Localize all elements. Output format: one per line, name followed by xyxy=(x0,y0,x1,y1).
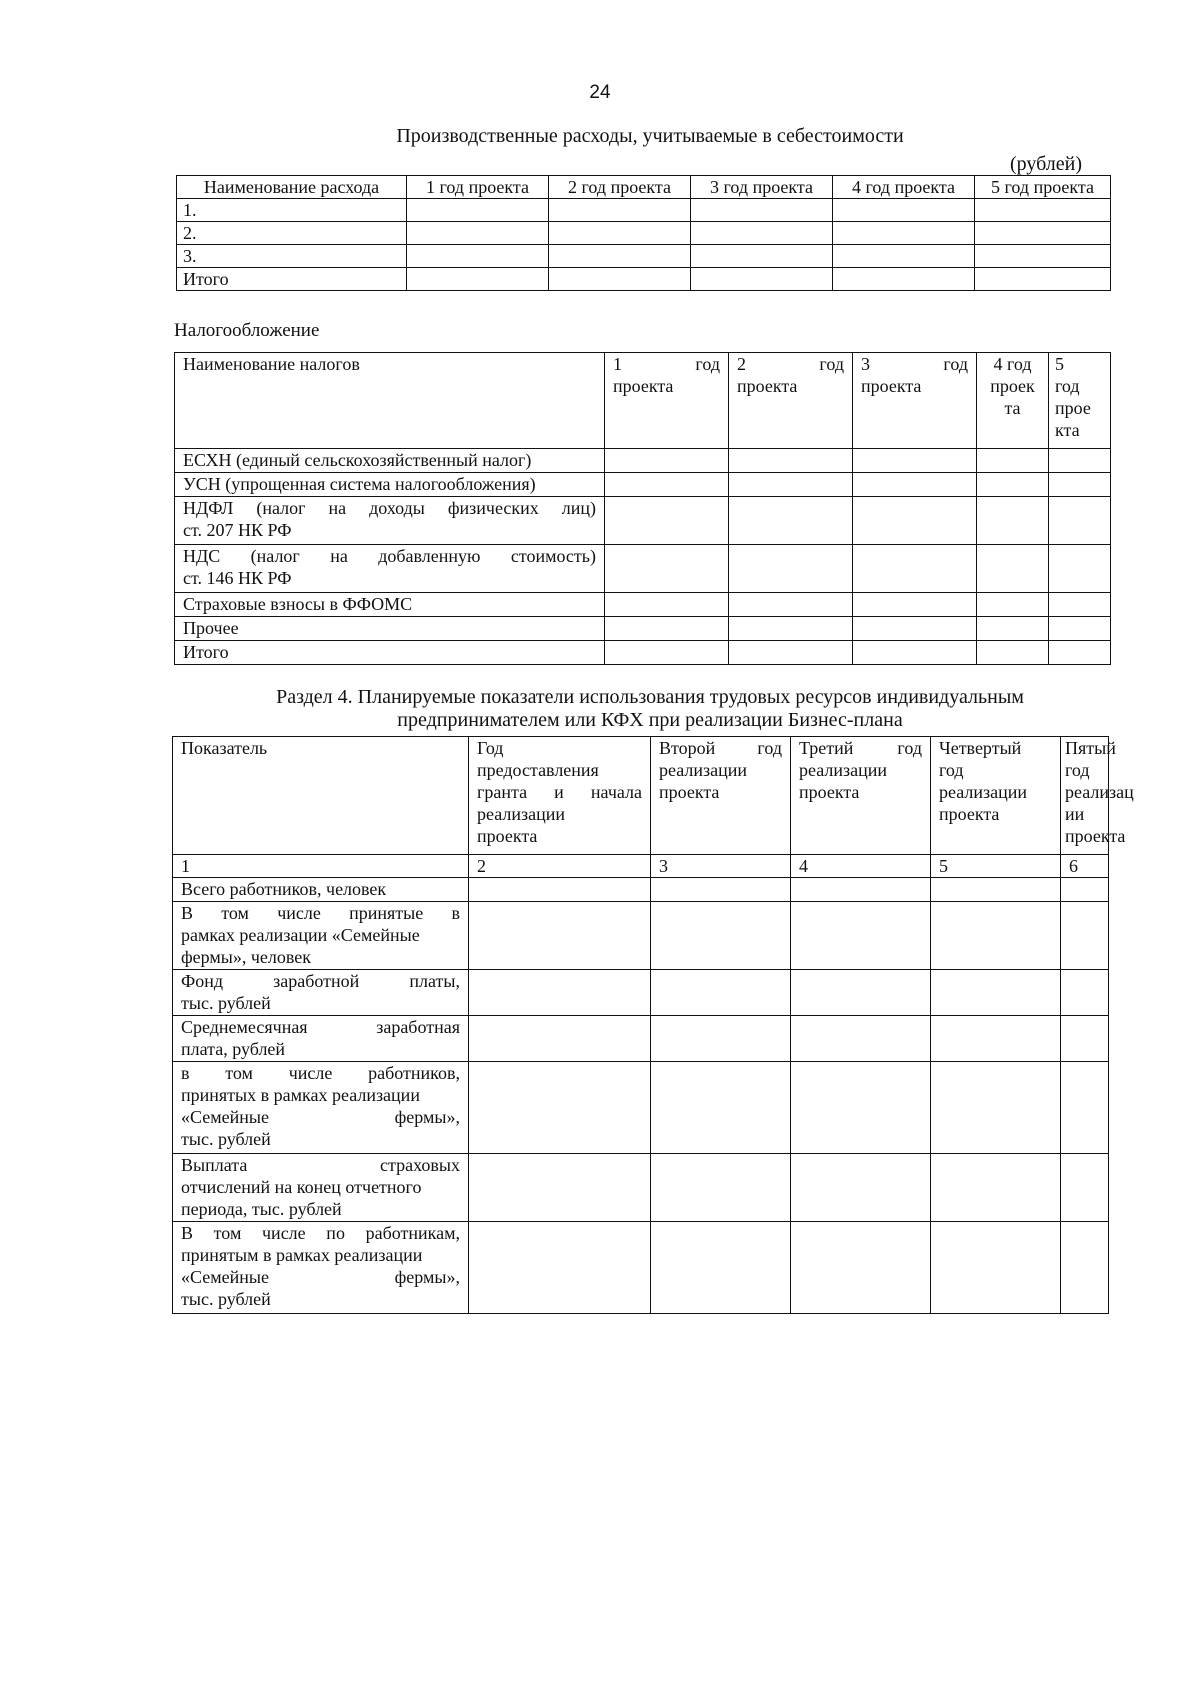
table-cell[interactable] xyxy=(977,473,1049,497)
taxes-header-row xyxy=(175,353,1111,449)
table-row xyxy=(173,902,1109,970)
table-row xyxy=(177,268,1111,291)
table-cell[interactable] xyxy=(791,1222,931,1314)
table-cell[interactable] xyxy=(605,641,729,665)
table-cell[interactable] xyxy=(407,199,549,222)
header-year-number: 2 xyxy=(737,354,746,374)
header-line: Второй год xyxy=(659,738,782,758)
expenses-header-year-3: 3 год проекта xyxy=(691,176,833,199)
table-cell[interactable] xyxy=(469,902,651,970)
table-cell[interactable] xyxy=(1061,970,1109,1016)
tax-name-line: ст. 146 НК РФ xyxy=(183,568,292,588)
column-number: 5 xyxy=(931,855,1061,878)
column-number: 1 xyxy=(173,855,469,878)
table-cell[interactable] xyxy=(651,1222,791,1314)
table-cell[interactable] xyxy=(729,449,853,473)
table-cell[interactable] xyxy=(977,497,1049,545)
expenses-row-label: 3. xyxy=(177,245,407,268)
header-line: та xyxy=(1004,398,1021,418)
table-cell[interactable] xyxy=(651,1016,791,1062)
table-row xyxy=(175,617,1111,641)
indicator-line: «Семейные фермы», xyxy=(181,1107,460,1127)
table-cell[interactable] xyxy=(977,449,1049,473)
expenses-header-year-1: 1 год проекта xyxy=(407,176,549,199)
header-line: проек xyxy=(990,376,1035,396)
table-cell[interactable] xyxy=(651,1154,791,1222)
labor-header-year-2 xyxy=(651,737,791,855)
table-cell[interactable] xyxy=(853,641,977,665)
header-line: реализац xyxy=(1065,782,1134,802)
table-cell[interactable] xyxy=(1061,902,1109,970)
table-cell[interactable] xyxy=(651,1062,791,1154)
column-number: 6 xyxy=(1061,855,1109,878)
table-cell[interactable] xyxy=(605,449,729,473)
indicator-line: тыс. рублей xyxy=(181,993,271,1013)
indicator-line: в том числе работников, xyxy=(181,1063,460,1083)
table-cell[interactable] xyxy=(931,1154,1061,1222)
taxes-header-year-5 xyxy=(1049,353,1111,449)
taxes-header-year-4 xyxy=(977,353,1049,449)
table-cell[interactable] xyxy=(791,878,931,902)
indicator-name xyxy=(173,1062,469,1154)
table-cell[interactable] xyxy=(931,1016,1061,1062)
expenses-header-year-4: 4 год проекта xyxy=(833,176,975,199)
labor-table xyxy=(172,736,1134,1314)
indicator-line: рамках реализации «Семейные xyxy=(181,925,420,945)
expenses-table xyxy=(176,175,1111,291)
indicator-line: тыс. рублей xyxy=(181,1129,271,1149)
indicator-line: В том числе принятые в xyxy=(181,903,460,923)
column-number: 2 xyxy=(469,855,651,878)
expenses-header-row xyxy=(177,176,1111,199)
table-row xyxy=(175,473,1111,497)
labor-header-year-5 xyxy=(1061,737,1134,855)
table-cell[interactable] xyxy=(1049,497,1111,545)
table-cell[interactable] xyxy=(469,1016,651,1062)
table-cell[interactable] xyxy=(975,245,1111,268)
table-cell[interactable] xyxy=(975,268,1111,291)
table-cell[interactable] xyxy=(791,902,931,970)
table-row xyxy=(173,878,1109,902)
table-cell[interactable] xyxy=(407,222,549,245)
header-line: Четвертый xyxy=(939,738,1022,758)
table-cell[interactable] xyxy=(1049,593,1111,617)
table-cell[interactable] xyxy=(605,497,729,545)
indicator-name xyxy=(173,902,469,970)
table-cell[interactable] xyxy=(833,222,975,245)
taxes-header-year-2 xyxy=(729,353,853,449)
header-year-rest: проекта xyxy=(861,376,922,396)
indicator-line: отчислений на конец отчетного xyxy=(181,1177,422,1197)
header-year-word: год xyxy=(695,354,720,374)
table-cell[interactable] xyxy=(549,268,691,291)
table-row xyxy=(173,1062,1109,1154)
header-line: реализации xyxy=(799,760,887,780)
header-line: проекта xyxy=(477,826,538,846)
table-cell[interactable] xyxy=(977,545,1049,593)
table-row xyxy=(175,545,1111,593)
table-cell[interactable] xyxy=(791,1154,931,1222)
table-cell[interactable] xyxy=(605,593,729,617)
expenses-header-year-5: 5 год проекта xyxy=(975,176,1111,199)
indicator-name xyxy=(173,1154,469,1222)
table-cell[interactable] xyxy=(1049,617,1111,641)
labor-header-row xyxy=(173,737,1109,855)
table-cell[interactable] xyxy=(469,1154,651,1222)
taxes-table xyxy=(174,352,1111,665)
header-line: прое xyxy=(1055,398,1091,418)
table-cell[interactable] xyxy=(931,878,1061,902)
indicator-line: «Семейные фермы», xyxy=(181,1267,460,1287)
table-cell[interactable] xyxy=(549,199,691,222)
tax-name-line: НДФЛ (налог на доходы физических лиц) xyxy=(183,498,596,518)
header-year-rest: проекта xyxy=(613,376,674,396)
indicator-line: Выплата страховых xyxy=(181,1155,460,1175)
table-cell[interactable] xyxy=(853,617,977,641)
table-cell[interactable] xyxy=(605,545,729,593)
page-number: 24 xyxy=(589,82,611,103)
table-row xyxy=(173,970,1109,1016)
labor-header-year-4 xyxy=(931,737,1061,855)
table-cell[interactable] xyxy=(931,970,1061,1016)
indicator-name xyxy=(173,970,469,1016)
table-cell[interactable] xyxy=(791,1062,931,1154)
header-line: год xyxy=(1065,760,1090,780)
table-cell[interactable] xyxy=(605,617,729,641)
header-line: Пятый xyxy=(1065,738,1116,758)
tax-name: Страховые взносы в ФФОМС xyxy=(175,593,605,617)
table-cell[interactable] xyxy=(469,970,651,1016)
header-line: реализации xyxy=(939,782,1027,802)
table-row xyxy=(177,222,1111,245)
table-cell[interactable] xyxy=(651,878,791,902)
expenses-row-label: 2. xyxy=(177,222,407,245)
table-cell[interactable] xyxy=(1049,449,1111,473)
table-row xyxy=(177,199,1111,222)
table-cell[interactable] xyxy=(791,970,931,1016)
table-cell[interactable] xyxy=(931,1222,1061,1314)
expenses-unit: (рублей) xyxy=(1010,153,1083,175)
header-line: проекта xyxy=(799,782,860,802)
labor-header-year-1 xyxy=(469,737,651,855)
tax-name: УСН (упрощенная система налогообложения) xyxy=(175,473,605,497)
column-number: 4 xyxy=(791,855,931,878)
labor-header-year-3 xyxy=(791,737,931,855)
table-cell[interactable] xyxy=(729,473,853,497)
expenses-header-name: Наименование расхода xyxy=(177,176,407,199)
table-cell[interactable] xyxy=(833,199,975,222)
table-cell[interactable] xyxy=(977,593,1049,617)
table-cell[interactable] xyxy=(975,222,1111,245)
table-cell[interactable] xyxy=(931,902,1061,970)
table-row xyxy=(173,1016,1109,1062)
table-cell[interactable] xyxy=(1061,1222,1109,1314)
table-cell[interactable] xyxy=(651,902,791,970)
header-line: Третий год xyxy=(799,738,922,758)
taxes-header-name: Наименование налогов xyxy=(175,353,605,449)
table-cell[interactable] xyxy=(729,497,853,545)
table-cell[interactable] xyxy=(1049,545,1111,593)
table-cell[interactable] xyxy=(975,199,1111,222)
table-cell[interactable] xyxy=(729,617,853,641)
header-line: кта xyxy=(1055,420,1080,440)
indicator-line: В том числе по работникам, xyxy=(181,1223,460,1243)
taxes-header-year-1 xyxy=(605,353,729,449)
table-cell[interactable] xyxy=(691,222,833,245)
table-row xyxy=(177,245,1111,268)
header-year-word: год xyxy=(943,354,968,374)
header-line: 4 год xyxy=(993,354,1032,374)
tax-name xyxy=(175,497,605,545)
table-cell[interactable] xyxy=(853,473,977,497)
header-line: предоставления xyxy=(477,760,599,780)
table-cell[interactable] xyxy=(853,545,977,593)
column-number: 3 xyxy=(651,855,791,878)
table-cell[interactable] xyxy=(1061,1062,1109,1154)
indicator-line: фермы», человек xyxy=(181,947,312,967)
table-cell[interactable] xyxy=(833,268,975,291)
table-cell[interactable] xyxy=(469,878,651,902)
table-row xyxy=(175,593,1111,617)
expenses-header-year-2: 2 год проекта xyxy=(549,176,691,199)
indicator-line: тыс. рублей xyxy=(181,1289,271,1309)
tax-name-line: НДС (налог на добавленную стоимость) xyxy=(183,546,596,566)
header-line: проекта xyxy=(659,782,720,802)
indicator-name: Всего работников, человек xyxy=(173,878,469,902)
table-cell[interactable] xyxy=(651,970,791,1016)
labor-title-line-1: Раздел 4. Планируемые показатели использования трудовых ресурсов индивидуальным xyxy=(276,686,1024,708)
table-row xyxy=(173,1154,1109,1222)
indicator-line: плата, рублей xyxy=(181,1039,286,1059)
header-line: проекта xyxy=(1065,826,1126,846)
table-cell[interactable] xyxy=(691,268,833,291)
table-cell[interactable] xyxy=(729,641,853,665)
table-row xyxy=(175,449,1111,473)
table-cell[interactable] xyxy=(833,245,975,268)
table-cell[interactable] xyxy=(853,449,977,473)
indicator-name xyxy=(173,1016,469,1062)
table-cell[interactable] xyxy=(931,1062,1061,1154)
tax-total-label: Итого xyxy=(175,641,605,665)
expenses-row-label: 1. xyxy=(177,199,407,222)
table-cell[interactable] xyxy=(407,268,549,291)
table-cell[interactable] xyxy=(691,199,833,222)
indicator-line: Среднемесячная заработная xyxy=(181,1017,460,1037)
table-cell[interactable] xyxy=(853,497,977,545)
indicator-line: периода, тыс. рублей xyxy=(181,1199,342,1219)
table-cell[interactable] xyxy=(469,1222,651,1314)
table-cell[interactable] xyxy=(691,245,833,268)
table-cell[interactable] xyxy=(1049,473,1111,497)
table-cell[interactable] xyxy=(1061,1016,1109,1062)
labor-header-indicator: Показатель xyxy=(173,737,469,855)
table-cell[interactable] xyxy=(407,245,549,268)
expenses-total-label: Итого xyxy=(177,268,407,291)
header-line: реализации xyxy=(659,760,747,780)
table-cell[interactable] xyxy=(549,245,691,268)
header-line: гранта и начала xyxy=(477,782,642,802)
tax-name xyxy=(175,545,605,593)
header-line: год xyxy=(1055,376,1080,396)
indicator-line: принятым в рамках реализации xyxy=(181,1245,423,1265)
tax-name: ЕСХН (единый сельскохозяйственный налог) xyxy=(175,449,605,473)
table-cell[interactable] xyxy=(1061,1154,1109,1222)
header-line: 5 xyxy=(1055,354,1064,374)
header-line: реализации xyxy=(477,804,565,824)
header-year-number: 3 xyxy=(861,354,870,374)
header-line: проекта xyxy=(939,804,1000,824)
table-cell[interactable] xyxy=(729,545,853,593)
tax-name: Прочее xyxy=(175,617,605,641)
tax-name-line: ст. 207 НК РФ xyxy=(183,520,292,540)
header-year-word: год xyxy=(819,354,844,374)
header-year-rest: проекта xyxy=(737,376,798,396)
table-row xyxy=(173,1222,1109,1314)
table-row xyxy=(175,641,1111,665)
table-cell[interactable] xyxy=(729,593,853,617)
labor-title-line-2: предпринимателем или КФХ при реализации Бизнес-плана xyxy=(397,709,903,731)
table-cell[interactable] xyxy=(977,641,1049,665)
table-cell[interactable] xyxy=(1049,641,1111,665)
labor-column-numbers-row xyxy=(173,855,1109,878)
header-line: год xyxy=(939,760,964,780)
indicator-name xyxy=(173,1222,469,1314)
header-line: Год xyxy=(477,738,504,758)
table-row xyxy=(175,497,1111,545)
table-cell[interactable] xyxy=(791,1016,931,1062)
table-cell[interactable] xyxy=(1061,878,1109,902)
expenses-title: Производственные расходы, учитываемые в себестоимости xyxy=(396,125,904,147)
table-cell[interactable] xyxy=(605,473,729,497)
header-line: ии xyxy=(1065,804,1085,824)
taxes-heading: Налогообложение xyxy=(174,320,320,341)
labor-title xyxy=(180,686,1120,732)
indicator-line: Фонд заработной платы, xyxy=(181,971,460,991)
table-cell[interactable] xyxy=(549,222,691,245)
taxes-header-year-3 xyxy=(853,353,977,449)
table-cell[interactable] xyxy=(853,593,977,617)
header-year-number: 1 xyxy=(613,354,622,374)
indicator-line: принятых в рамках реализации xyxy=(181,1085,420,1105)
table-cell[interactable] xyxy=(977,617,1049,641)
table-cell[interactable] xyxy=(469,1062,651,1154)
